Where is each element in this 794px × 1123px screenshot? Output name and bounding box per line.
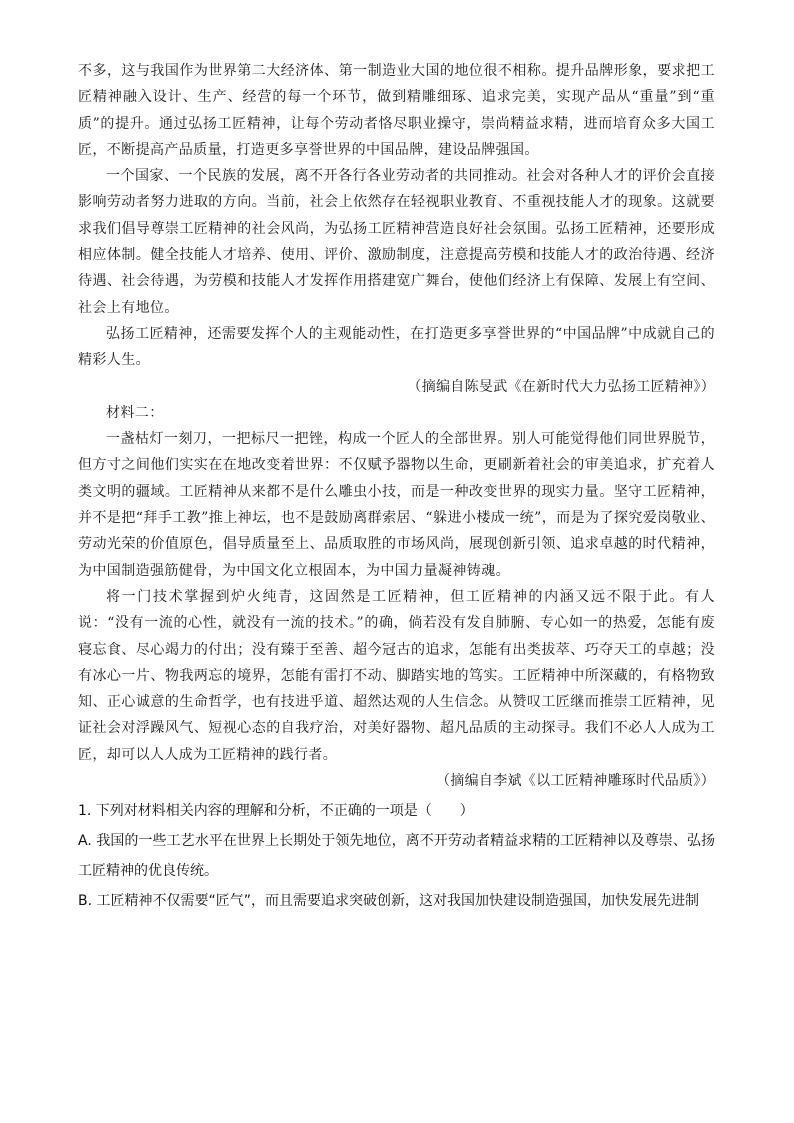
document-page (78, 58, 715, 916)
question-1 (78, 796, 715, 916)
material-two-label: 材料二： (106, 404, 164, 421)
material-two (78, 400, 715, 794)
option-b: B. 工匠精神不仅需要“匠气”，而且需要追求突破创新，这对我国加快建设制造强国，加快发展先进制 (78, 893, 700, 910)
material-one (78, 58, 715, 400)
material-two-paragraph-1: 一盏枯灯一刻刀，一把标尺一把锉，构成一个匠人的全部世界。别人可能觉得他们同世界脱节，但方寸之间他们实实在在地改变着世界：不仅赋予器物以生命，更刷新着社会的审美追求，扩充着人类文明的疆域。工匠精神从来都不是什么雕虫小技，而是一种改变世界的现实力量。坚守工匠精神，并不是把“拜手工教”推上神坛，也不是鼓励离群索居、“躲进小楼成一统”，而是为了探究爱岗敬业、劳动光荣的价值原色，倡导质量至上、品质取胜的市场风尚，展现创新引领、追求卓越的时代精神，为中国制造强筋健骨，为中国文化立根固本，为中国力量凝神铸魂。 (78, 431, 715, 579)
material-one-paragraph-2: 一个国家、一个民族的发展，离不开各行各业劳动者的共同推动。社会对各种人才的评价会直接影响劳动者努力进取的方向。当前，社会上依然存在轻视职业教育、不重视技能人才的现象。这就要求我们倡导尊崇工匠精神的社会风尚，为弘扬工匠精神营造良好社会氛围。弘扬工匠精神，还要形成相应体制。健全技能人才培养、使用、评价、激励制度，注意提高劳模和技能人才的政治待遇、经济待遇、社会待遇，为劳模和技能人才发挥作用搭建宽广舞台，使他们经济上有保障、发展上有空间、社会上有地位。 (78, 168, 715, 316)
question-stem: 1. 下列对材料相关内容的理解和分析，不正确的一项是（ ） (78, 803, 474, 820)
option-a: A. 我国的一些工艺水平在世界上长期处于领先地位，离不开劳动者精益求精的工匠精神以及尊崇、弘扬工匠精神的优良传统。 (78, 833, 715, 880)
material-one-source: （摘编自陈旻武《在新时代大力弘扬工匠精神》） (407, 378, 715, 395)
material-one-paragraph-1: 不多，这与我国作为世界第二大经济体、第一制造业大国的地位很不相称。提升品牌形象，要求把工匠精神融入设计、生产、经营的每一个环节，做到精雕细琢、追求完美，实现产品从“重量”到“重质”的提升。通过弘扬工匠精神，让每个劳动者恪尽职业操守，崇尚精益求精，进而培育众多大国工匠，不断提高产品质量，打造更多享誉世界的中国品牌，建设品牌强国。 (78, 63, 715, 158)
material-two-paragraph-2: 将一门技术掌握到炉火纯青，这固然是工匠精神，但工匠精神的内涵又远不限于此。有人说：“没有一流的心性，就没有一流的技术。”的确，倘若没有发自肺腑、专心如一的热爱，怎能有废寝忘食、尽心竭力的付出；没有臻于至善、超今冠古的追求，怎能有出类拔萃、巧夺天工的卓越；没有冰心一片、物我两忘的境界，怎能有雷打不动、脚踏实地的笃实。工匠精神中所深藏的，有格物致知、正心诚意的生命哲学，也有技进乎道、超然达观的人生信念。从赞叹工匠继而推崇工匠精神，见证社会对浮躁风气、短视心态的自我疗治，对美好器物、超凡品质的主动探寻。我们不必人人成为工匠，却可以人人成为工匠精神的践行者。 (78, 588, 715, 763)
material-two-source: （摘编自李斌《以工匠精神雕琢时代品质》） (436, 773, 715, 790)
material-one-paragraph-3: 弘扬工匠精神，还需要发挥个人的主观能动性，在打造更多享誉世界的“中国品牌”中成就自己的精彩人生。 (78, 325, 715, 369)
